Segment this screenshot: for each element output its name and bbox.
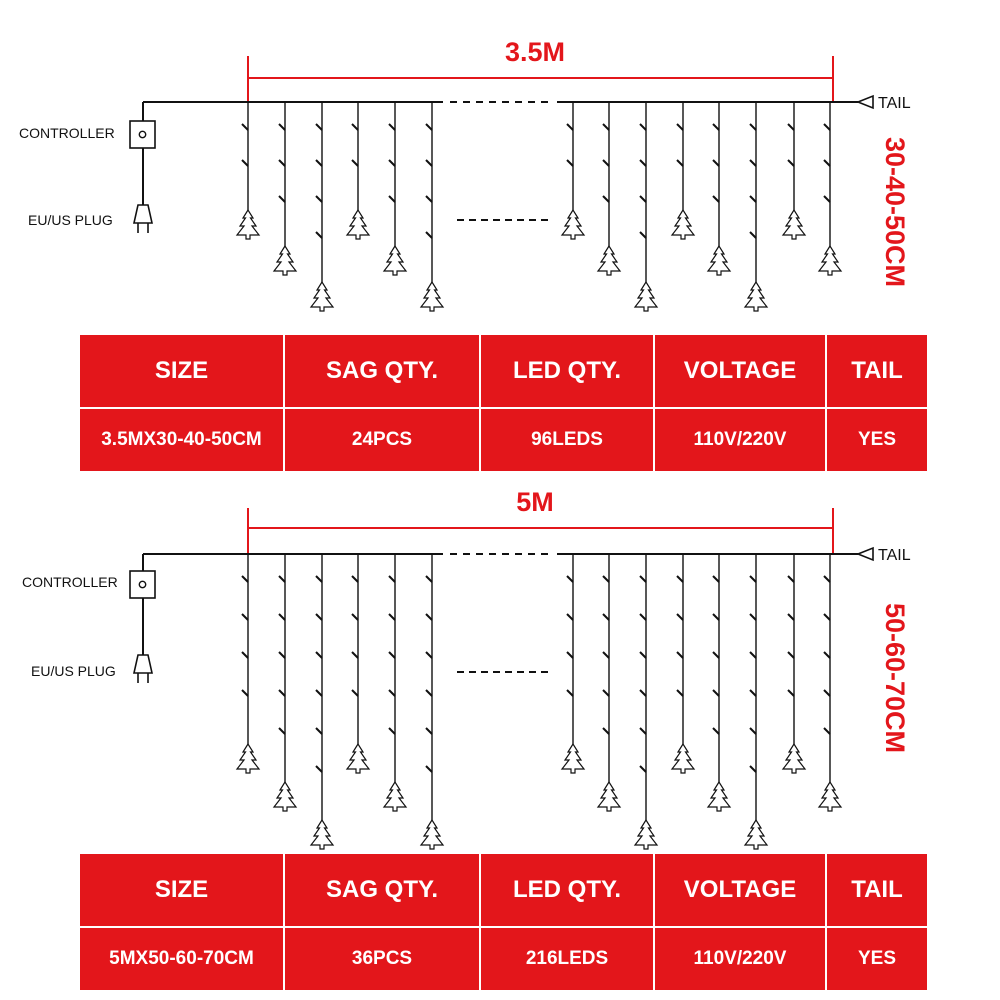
- controller-label: CONTROLLER: [19, 125, 115, 141]
- drop-strand: [598, 102, 620, 275]
- led-icon: [389, 124, 395, 130]
- controller-label: CONTROLLER: [22, 574, 118, 590]
- drop-strand: [311, 102, 333, 311]
- led-icon: [242, 576, 248, 582]
- led-icon: [279, 124, 285, 130]
- drop-strands: [237, 102, 841, 311]
- led-icon: [713, 576, 719, 582]
- header-tail: TAIL: [826, 853, 928, 927]
- plug-label: EU/US PLUG: [28, 212, 113, 228]
- tail-connector: [858, 96, 873, 108]
- led-icon: [677, 652, 683, 658]
- drop-strand: [384, 554, 406, 811]
- led-icon: [750, 766, 756, 772]
- drop-strand: [311, 554, 333, 849]
- tree-icon: [311, 820, 333, 849]
- led-icon: [603, 576, 609, 582]
- tree-icon: [672, 744, 694, 773]
- spec-table-value-row: [79, 927, 928, 991]
- drop-strand: [598, 554, 620, 811]
- led-icon: [567, 652, 573, 658]
- led-icon: [788, 614, 794, 620]
- header-tail: TAIL: [826, 334, 928, 408]
- led-icon: [279, 160, 285, 166]
- plug-icon: [134, 655, 152, 683]
- spec-table-header-row: [79, 853, 928, 927]
- header-size: SIZE: [79, 853, 284, 927]
- plug-label: EU/US PLUG: [31, 663, 116, 679]
- length-label: 3.5M: [504, 37, 566, 67]
- led-icon: [567, 124, 573, 130]
- tree-icon: [819, 246, 841, 275]
- value-sag-qty: 24PCS: [284, 408, 480, 472]
- led-icon: [603, 614, 609, 620]
- panel-5m: [0, 450, 1000, 1000]
- led-icon: [824, 160, 830, 166]
- led-icon: [640, 614, 646, 620]
- drop-strand: [274, 554, 296, 811]
- tail-label: TAIL: [878, 547, 911, 564]
- drop-strand: [819, 554, 841, 811]
- tree-icon: [384, 782, 406, 811]
- header-led-qty: LED QTY.: [480, 334, 654, 408]
- header-sag-qty: SAG QTY.: [284, 853, 480, 927]
- led-icon: [567, 614, 573, 620]
- tree-icon: [237, 744, 259, 773]
- led-icon: [677, 614, 683, 620]
- led-icon: [677, 124, 683, 130]
- led-icon: [389, 196, 395, 202]
- led-icon: [750, 728, 756, 734]
- length-label: 5M: [516, 487, 554, 517]
- led-icon: [279, 690, 285, 696]
- led-icon: [279, 576, 285, 582]
- led-icon: [603, 160, 609, 166]
- led-icon: [567, 160, 573, 166]
- tree-icon: [635, 282, 657, 311]
- led-icon: [713, 196, 719, 202]
- led-icon: [242, 124, 248, 130]
- led-icon: [788, 652, 794, 658]
- header-voltage: VOLTAGE: [654, 334, 826, 408]
- led-icon: [316, 232, 322, 238]
- led-icon: [279, 652, 285, 658]
- drop-strand: [347, 102, 369, 239]
- led-icon: [352, 124, 358, 130]
- value-size: 5MX50-60-70CM: [79, 927, 284, 991]
- led-icon: [640, 196, 646, 202]
- drop-strand: [384, 102, 406, 275]
- led-icon: [316, 690, 322, 696]
- led-icon: [640, 652, 646, 658]
- led-icon: [242, 652, 248, 658]
- header-size: SIZE: [79, 334, 284, 408]
- led-icon: [352, 614, 358, 620]
- led-icon: [426, 728, 432, 734]
- value-size: 3.5MX30-40-50CM: [79, 408, 284, 472]
- led-icon: [750, 160, 756, 166]
- led-icon: [242, 614, 248, 620]
- header-sag-qty: SAG QTY.: [284, 334, 480, 408]
- led-icon: [316, 766, 322, 772]
- led-icon: [389, 690, 395, 696]
- value-led-qty: 96LEDS: [480, 408, 654, 472]
- header-led-qty: LED QTY.: [480, 853, 654, 927]
- led-icon: [677, 160, 683, 166]
- tree-icon: [783, 744, 805, 773]
- led-icon: [640, 576, 646, 582]
- led-icon: [713, 614, 719, 620]
- drop-strand: [562, 554, 584, 773]
- led-icon: [640, 160, 646, 166]
- drop-strand: [421, 102, 443, 311]
- led-icon: [603, 690, 609, 696]
- led-icon: [316, 614, 322, 620]
- tree-icon: [562, 744, 584, 773]
- led-icon: [426, 766, 432, 772]
- tail-icon: [858, 548, 873, 560]
- tree-icon: [311, 282, 333, 311]
- led-icon: [426, 690, 432, 696]
- value-tail: YES: [826, 927, 928, 991]
- tree-icon: [347, 210, 369, 239]
- led-icon: [389, 160, 395, 166]
- controller-button-icon: [139, 131, 145, 137]
- led-icon: [788, 576, 794, 582]
- value-led-qty: 216LEDS: [480, 927, 654, 991]
- led-icon: [389, 652, 395, 658]
- led-icon: [824, 652, 830, 658]
- led-icon: [750, 690, 756, 696]
- drop-strand: [708, 554, 730, 811]
- led-icon: [279, 728, 285, 734]
- led-icon: [352, 160, 358, 166]
- led-icon: [242, 160, 248, 166]
- led-icon: [788, 124, 794, 130]
- tree-icon: [708, 782, 730, 811]
- led-icon: [316, 160, 322, 166]
- tree-icon: [635, 820, 657, 849]
- value-tail: YES: [826, 408, 928, 472]
- tree-icon: [562, 210, 584, 239]
- led-icon: [426, 196, 432, 202]
- led-icon: [603, 196, 609, 202]
- drop-strand: [783, 102, 805, 239]
- drop-strand: [347, 554, 369, 773]
- led-icon: [389, 576, 395, 582]
- panel-3-5m: [0, 0, 1000, 490]
- led-icon: [640, 232, 646, 238]
- tail-label: TAIL: [878, 95, 911, 112]
- led-icon: [713, 160, 719, 166]
- led-icon: [750, 232, 756, 238]
- led-icon: [567, 576, 573, 582]
- value-voltage: 110V/220V: [654, 408, 826, 472]
- drop-strand: [672, 102, 694, 239]
- led-icon: [750, 576, 756, 582]
- plug-icon: [134, 205, 152, 233]
- led-icon: [824, 728, 830, 734]
- led-icon: [316, 576, 322, 582]
- value-sag-qty: 36PCS: [284, 927, 480, 991]
- drop-strand: [672, 554, 694, 773]
- led-icon: [640, 766, 646, 772]
- led-icon: [788, 690, 794, 696]
- led-icon: [713, 124, 719, 130]
- led-icon: [316, 652, 322, 658]
- led-icon: [750, 652, 756, 658]
- drop-strands: [237, 554, 841, 849]
- led-icon: [640, 690, 646, 696]
- tree-icon: [708, 246, 730, 275]
- led-icon: [750, 614, 756, 620]
- led-icon: [603, 124, 609, 130]
- led-icon: [824, 124, 830, 130]
- drop-strand: [635, 554, 657, 849]
- controller-button-icon: [139, 581, 145, 587]
- tail-connector: [858, 548, 873, 560]
- led-icon: [242, 690, 248, 696]
- led-icon: [279, 614, 285, 620]
- tree-icon: [819, 782, 841, 811]
- led-icon: [426, 232, 432, 238]
- tree-icon: [421, 820, 443, 849]
- led-icon: [316, 728, 322, 734]
- drop-strand: [708, 102, 730, 275]
- led-icon: [426, 160, 432, 166]
- led-icon: [824, 196, 830, 202]
- tree-icon: [274, 782, 296, 811]
- tree-icon: [237, 210, 259, 239]
- value-voltage: 110V/220V: [654, 927, 826, 991]
- led-icon: [677, 690, 683, 696]
- led-icon: [389, 614, 395, 620]
- tree-icon: [745, 282, 767, 311]
- drop-strand: [819, 102, 841, 275]
- tree-icon: [274, 246, 296, 275]
- led-icon: [352, 576, 358, 582]
- tree-icon: [347, 744, 369, 773]
- led-icon: [713, 690, 719, 696]
- led-icon: [426, 576, 432, 582]
- drop-strand: [274, 102, 296, 275]
- led-icon: [640, 124, 646, 130]
- led-icon: [713, 652, 719, 658]
- tree-icon: [598, 782, 620, 811]
- drop-length-label: 30-40-50CM: [880, 136, 910, 288]
- diagram-5m: [0, 450, 1000, 850]
- led-icon: [603, 652, 609, 658]
- led-icon: [640, 728, 646, 734]
- tree-icon: [672, 210, 694, 239]
- led-icon: [677, 576, 683, 582]
- led-icon: [824, 614, 830, 620]
- header-voltage: VOLTAGE: [654, 853, 826, 927]
- drop-strand: [635, 102, 657, 311]
- drop-strand: [783, 554, 805, 773]
- drop-length-label: 50-60-70CM: [880, 602, 910, 754]
- led-icon: [426, 614, 432, 620]
- tree-icon: [384, 246, 406, 275]
- led-icon: [567, 690, 573, 696]
- spec-table-header-row: [79, 334, 928, 408]
- led-icon: [713, 728, 719, 734]
- tree-icon: [421, 282, 443, 311]
- led-icon: [389, 728, 395, 734]
- tree-icon: [598, 246, 620, 275]
- led-icon: [316, 124, 322, 130]
- led-icon: [316, 196, 322, 202]
- drop-strand: [562, 102, 584, 239]
- led-icon: [750, 124, 756, 130]
- drop-strand: [237, 102, 259, 239]
- led-icon: [824, 576, 830, 582]
- drop-strand: [237, 554, 259, 773]
- spec-table-5m: [78, 852, 929, 992]
- led-icon: [426, 652, 432, 658]
- led-icon: [352, 690, 358, 696]
- led-icon: [788, 160, 794, 166]
- led-icon: [352, 652, 358, 658]
- tail-icon: [858, 96, 873, 108]
- tree-icon: [783, 210, 805, 239]
- led-icon: [279, 196, 285, 202]
- led-icon: [750, 196, 756, 202]
- diagram-3-5m: [0, 0, 1000, 330]
- led-icon: [824, 690, 830, 696]
- led-icon: [603, 728, 609, 734]
- drop-strand: [745, 102, 767, 311]
- drop-strand: [745, 554, 767, 849]
- led-icon: [426, 124, 432, 130]
- drop-strand: [421, 554, 443, 849]
- tree-icon: [745, 820, 767, 849]
